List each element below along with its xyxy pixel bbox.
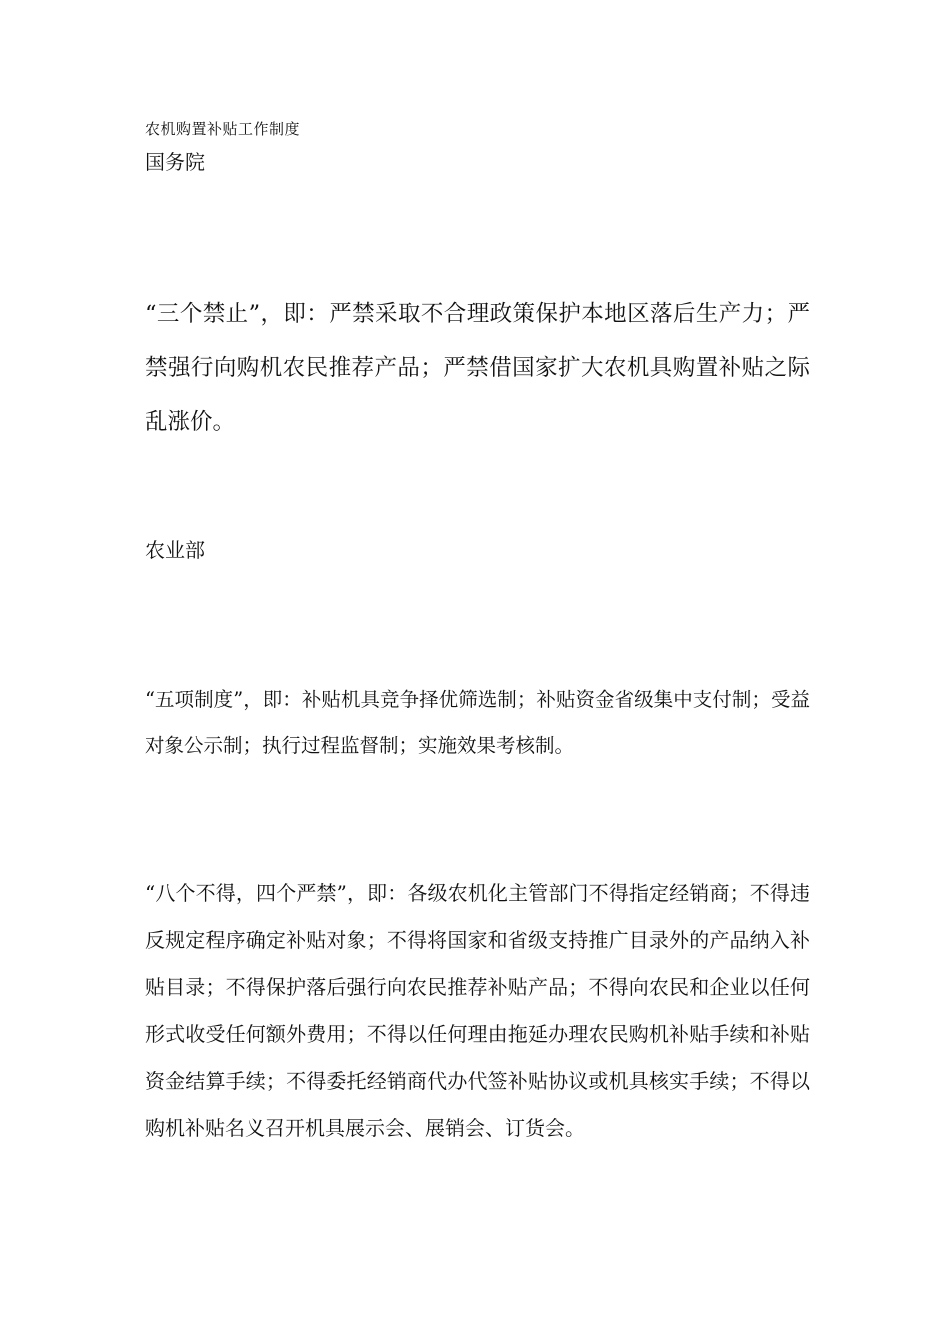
section-paragraph-three-prohibitions: “三个禁止”，即：严禁采取不合理政策保护本地区落后生产力；严禁强行向购机农民推荐产品；严禁借国家扩大农机具购置补贴之际乱涨价。 [145, 301, 810, 435]
section-paragraph-five-systems: “五项制度”，即：补贴机具竞争择优筛选制；补贴资金省级集中支付制；受益对象公示制；执行过程监督制；实施效果考核制。 [145, 688, 810, 757]
section-paragraph-eight-musts-not: “八个不得，四个严禁”，即：各级农机化主管部门不得指定经销商；不得违反规定程序确定补贴对象；不得将国家和省级支持推广目录外的产品纳入补贴目录；不得保护落后强行向农民推荐补贴产品；不得向农民和企业以任何形式收受任何额外费用；不得以任何理由拖延办理农民购机补贴手续和补贴资金结算手续；不得委托经销商代办代签补贴协议或机具核实手续；不得以购机补贴名义召开机具展示会、展销会、订货会。 [145, 881, 810, 1140]
section-org-state-council: 国务院 [145, 150, 205, 174]
section-org-ministry-of-agriculture: 农业部 [145, 538, 205, 562]
document-title: 农机购置补贴工作制度 [145, 120, 301, 138]
